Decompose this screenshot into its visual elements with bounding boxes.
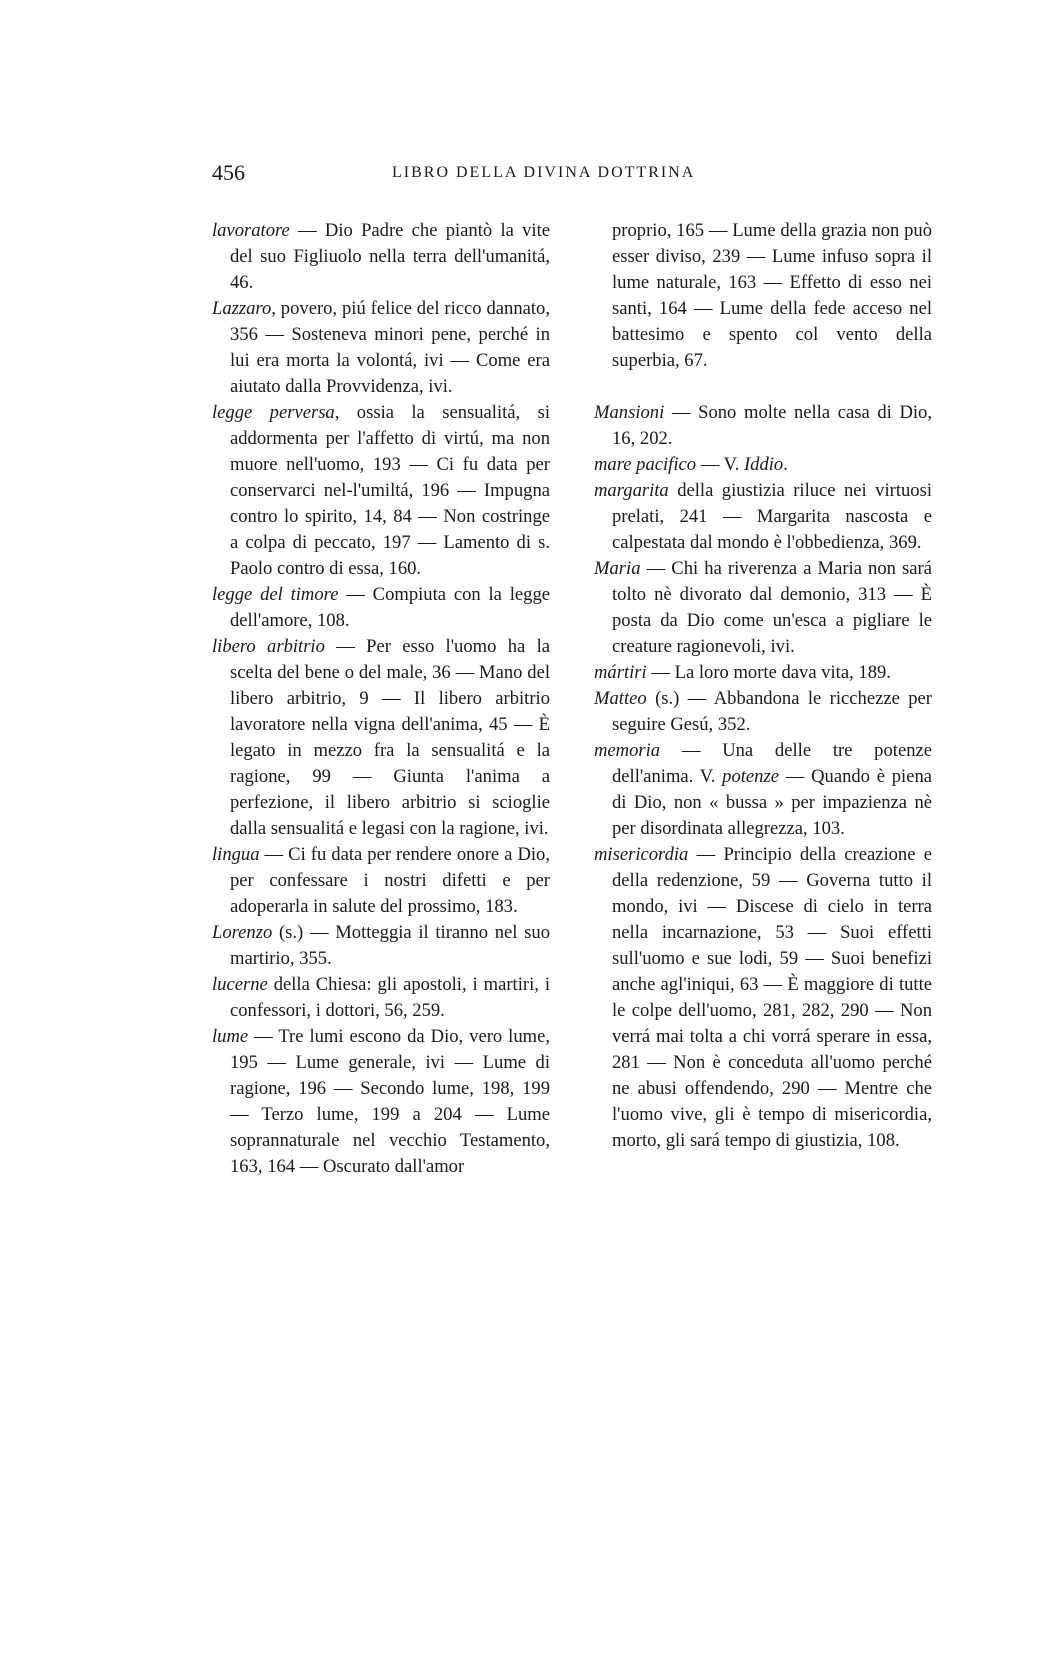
entry-text: — V. (696, 454, 744, 475)
entry-term: Maria (594, 558, 641, 579)
index-entry (594, 842, 932, 1154)
entry-cross-reference: potenze (722, 766, 779, 787)
entry-text-tail: . (783, 454, 788, 475)
entry-term: mare pacifico (594, 454, 697, 475)
entry-text: — Ci fu data per rendere onore a Dio, per confessare i nostri difetti e per adoperarla in salute del prossimo, 183. (230, 844, 550, 917)
entry-term: Lorenzo (212, 922, 273, 943)
entry-term: Mansioni (594, 402, 665, 423)
entry-cross-reference: Iddio (743, 454, 784, 475)
index-entry (212, 218, 550, 296)
entry-text: — Compiuta con la legge dell'amore, 108. (230, 584, 550, 631)
index-entry (212, 920, 550, 972)
index-entry (212, 400, 550, 582)
index-column-right (594, 218, 932, 1154)
entry-term: Lazzaro, (212, 298, 276, 319)
running-title: LIBRO DELLA DIVINA DOTTRINA (392, 164, 696, 181)
entry-text: povero, piú felice del ricco dannato, 356 — Sosteneva minori pene, perché in lui era morta la volontá, ivi — Come era aiutato dalla Provvidenza, ivi. (230, 298, 550, 397)
entry-term: lavoratore (212, 220, 290, 241)
entry-term: lucerne (212, 974, 268, 995)
page-number: 456 (212, 160, 245, 185)
entry-term: Matteo (594, 688, 647, 709)
index-entry (594, 478, 932, 556)
entry-text: — La loro morte dava vita, 189. (646, 662, 891, 683)
index-entry (212, 296, 550, 400)
entry-text: — Tre lumi escono da Dio, vero lume, 195 — Lume generale, ivi — Lume di ragione, 196 — Secondo lume, 198, 199 — Terzo lume, 199 a 204 — Lume soprannaturale nel vecchio Testamento, 163, 164 — Oscurato dall'amor (230, 1026, 550, 1177)
index-column-left (212, 218, 550, 1180)
entry-text: — Chi ha riverenza a Maria non sará tolto nè divorato dal demonio, 313 — È posta da Dio come un'esca a pigliare le creature ragionevoli, ivi. (612, 558, 932, 657)
index-entry (594, 738, 932, 842)
entry-term: mártiri (594, 662, 647, 683)
index-entry (212, 1024, 550, 1180)
index-entry (594, 660, 932, 686)
index-entry (212, 634, 550, 842)
entry-text: — Per esso l'uomo ha la scelta del bene o del male, 36 — Mano del libero arbitrio, 9 — Il libero arbitrio lavoratore nella vigna dell'anima, 45 — È legato in mezzo fra la sensualitá e la ragione, 99 — Giunta l'anima a perfezione, il libero arbitrio si scioglie dalla sensualitá e legasi con la ragione, ivi. (230, 636, 551, 839)
entry-term: misericordia (594, 844, 689, 865)
entry-text: — Una delle tre potenze dell'anima. V. (612, 740, 932, 787)
entry-text: — Dio Padre che piantò la vite del suo Figliuolo nella terra dell'umanitá, 46. (230, 220, 550, 293)
index-entry (594, 400, 932, 452)
entry-term: legge perversa, (212, 402, 340, 423)
entry-text: — Sono molte nella casa di Dio, 16, 202. (612, 402, 932, 449)
entry-text: (s.) — Abbandona le ricchezze per seguire Gesú, 352. (612, 688, 932, 735)
index-entry (212, 972, 550, 1024)
entry-term: lume (212, 1026, 249, 1047)
entry-term: legge del timore (212, 584, 339, 605)
entry-text: della giustizia riluce nei virtuosi prelati, 241 — Margarita nascosta e calpestata dal mondo è l'obbedienza, 369. (612, 480, 932, 553)
index-entry (594, 686, 932, 738)
entry-text: ossia la sensualitá, si addormenta per l'affetto di virtú, ma non muore nell'uomo, 193 — Ci fu data per conservarci nel-l'umiltá, 196 — Impugna contro lo spirito, 14, 84 — Non costringe a colpa di peccato, 197 — Lamento di s. Paolo contro di essa, 160. (230, 402, 551, 579)
entry-term: margarita (594, 480, 669, 501)
entry-text-tail: — Quando è piena di Dio, non « bussa » per impazienza nè per disordinata allegrezza, 103. (612, 766, 932, 839)
entry-text: — Principio della creazione e della redenzione, 59 — Governa tutto il mondo, ivi — Discese di cielo in terra nella incarnazione, 53 — Suoi effetti sull'uomo e sue lodi, 59 — Suoi benefizi anche agl'iniqui, 63 — È maggiore di tutte le colpe dell'uomo, 281, 282, 290 — Non verrá mai tolta a chi vorrá sperare in essa, 281 — Non è conceduta all'uomo perché ne abusi offendendo, 290 — Mentre che l'uomo vive, gli è tempo di misericordia, morto, gli sará tempo di giustizia, 108. (612, 844, 932, 1151)
entry-text: (s.) — Motteggia il tiranno nel suo martirio, 355. (230, 922, 550, 969)
index-entry-continuation: proprio, 165 — Lume della grazia non può esser diviso, 239 — Lume infuso sopra il lume naturale, 163 — Effetto di esso nei santi, 164 — Lume della fede acceso nel battesimo e spento col vento della superbia, 67. (612, 220, 932, 371)
entry-term: memoria (594, 740, 661, 761)
index-entry (594, 452, 932, 478)
index-entry (212, 582, 550, 634)
index-entry (594, 556, 932, 660)
entry-term: lingua (212, 844, 260, 865)
entry-text: della Chiesa: gli apostoli, i martiri, i confessori, i dottori, 56, 259. (230, 974, 550, 1021)
entry-term: libero arbitrio (212, 636, 325, 657)
index-entry (212, 842, 550, 920)
